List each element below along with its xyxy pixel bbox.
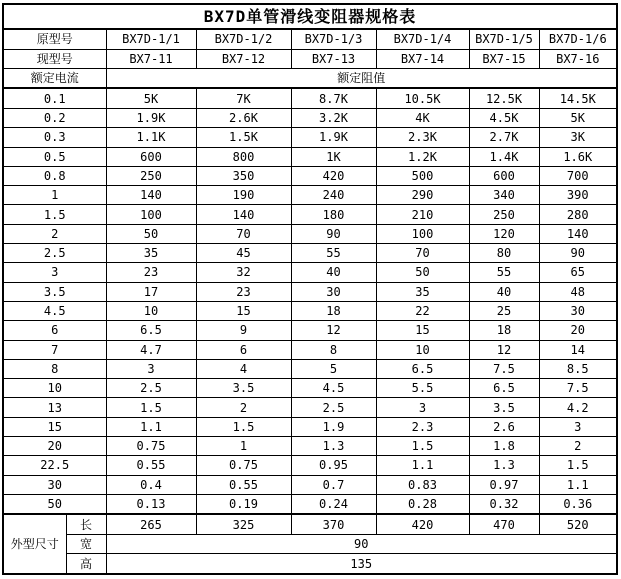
current-cell: 3.5: [3, 282, 106, 301]
resistance-cell: 25: [469, 301, 539, 320]
resistance-cell: 20: [539, 321, 617, 340]
resistance-cell: 120: [469, 224, 539, 243]
resistance-cell: 10.5K: [376, 88, 469, 108]
resistance-cell: 22: [376, 301, 469, 320]
resistance-cell: 10: [106, 301, 196, 320]
orig-model-cell: BX7D-1/1: [106, 29, 196, 49]
resistance-cell: 90: [291, 224, 376, 243]
new-model-row: [3, 49, 617, 68]
resistance-cell: 5.5: [376, 379, 469, 398]
data-row: [3, 456, 617, 475]
current-cell: 0.5: [3, 147, 106, 166]
resistance-cell: 7.5: [539, 379, 617, 398]
dimension-width-row: [3, 534, 617, 553]
height-label: 高: [66, 554, 106, 574]
current-cell: 2: [3, 224, 106, 243]
resistance-cell: 5: [291, 359, 376, 378]
length-value-cell: 470: [469, 514, 539, 534]
resistance-cell: 0.24: [291, 494, 376, 514]
resistance-cell: 3K: [539, 128, 617, 147]
data-row: [3, 340, 617, 359]
resistance-cell: 0.13: [106, 494, 196, 514]
resistance-cell: 600: [469, 166, 539, 185]
orig-model-label: 原型号: [3, 29, 106, 49]
resistance-cell: 1.9: [291, 417, 376, 436]
resistance-cell: 1.4K: [469, 147, 539, 166]
resistance-cell: 0.55: [106, 456, 196, 475]
resistance-cell: 4: [196, 359, 291, 378]
resistance-cell: 2: [196, 398, 291, 417]
resistance-cell: 1: [196, 436, 291, 455]
resistance-cell: 18: [469, 321, 539, 340]
resistance-cell: 8.7K: [291, 88, 376, 108]
current-cell: 10: [3, 379, 106, 398]
resistance-cell: 40: [291, 263, 376, 282]
resistance-cell: 390: [539, 186, 617, 205]
data-row: [3, 166, 617, 185]
new-model-label: 现型号: [3, 49, 106, 68]
resistance-cell: 290: [376, 186, 469, 205]
resistance-cell: 15: [196, 301, 291, 320]
data-row: [3, 417, 617, 436]
resistance-cell: 800: [196, 147, 291, 166]
resistance-cell: 2.6: [469, 417, 539, 436]
width-value-cell: 90: [106, 534, 617, 553]
resistance-cell: 12: [469, 340, 539, 359]
resistance-cell: 45: [196, 244, 291, 263]
resistance-cell: 5K: [106, 88, 196, 108]
new-model-cell: BX7-14: [376, 49, 469, 68]
orig-model-cell: BX7D-1/2: [196, 29, 291, 49]
resistance-cell: 3.5: [469, 398, 539, 417]
resistance-cell: 0.7: [291, 475, 376, 494]
resistance-cell: 3: [539, 417, 617, 436]
width-label: 宽: [66, 534, 106, 553]
new-model-cell: BX7-15: [469, 49, 539, 68]
resistance-cell: 6.5: [106, 321, 196, 340]
resistance-cell: 250: [106, 166, 196, 185]
resistance-cell: 2.5: [106, 379, 196, 398]
rated-resistance-label: 额定阻值: [106, 68, 617, 88]
resistance-cell: 420: [291, 166, 376, 185]
data-row: [3, 436, 617, 455]
resistance-cell: 40: [469, 282, 539, 301]
resistance-cell: 18: [291, 301, 376, 320]
orig-model-cell: BX7D-1/6: [539, 29, 617, 49]
current-cell: 30: [3, 475, 106, 494]
resistance-cell: 100: [106, 205, 196, 224]
resistance-cell: 0.75: [106, 436, 196, 455]
resistance-cell: 32: [196, 263, 291, 282]
new-model-cell: BX7-11: [106, 49, 196, 68]
resistance-cell: 1.5K: [196, 128, 291, 147]
resistance-cell: 1.5: [106, 398, 196, 417]
height-value-cell: 135: [106, 554, 617, 574]
resistance-cell: 1.6K: [539, 147, 617, 166]
resistance-cell: 8.5: [539, 359, 617, 378]
data-row: [3, 321, 617, 340]
resistance-cell: 1.5: [196, 417, 291, 436]
data-row: [3, 263, 617, 282]
resistance-cell: 0.55: [196, 475, 291, 494]
new-model-cell: BX7-12: [196, 49, 291, 68]
resistance-cell: 4K: [376, 108, 469, 127]
data-row: [3, 205, 617, 224]
current-cell: 3: [3, 263, 106, 282]
data-row: [3, 128, 617, 147]
resistance-cell: 6.5: [376, 359, 469, 378]
orig-model-cell: BX7D-1/5: [469, 29, 539, 49]
current-resistance-header-row: [3, 68, 617, 88]
data-row: [3, 475, 617, 494]
resistance-cell: 3.5: [196, 379, 291, 398]
resistance-cell: 2: [539, 436, 617, 455]
resistance-cell: 2.3: [376, 417, 469, 436]
current-cell: 2.5: [3, 244, 106, 263]
current-cell: 1.5: [3, 205, 106, 224]
data-row: [3, 186, 617, 205]
resistance-cell: 7K: [196, 88, 291, 108]
resistance-cell: 12.5K: [469, 88, 539, 108]
resistance-cell: 17: [106, 282, 196, 301]
resistance-cell: 340: [469, 186, 539, 205]
resistance-cell: 35: [106, 244, 196, 263]
data-row: [3, 494, 617, 514]
resistance-cell: 1.9K: [291, 128, 376, 147]
resistance-cell: 2.6K: [196, 108, 291, 127]
resistance-cell: 1.5: [376, 436, 469, 455]
resistance-cell: 9: [196, 321, 291, 340]
resistance-cell: 65: [539, 263, 617, 282]
resistance-cell: 350: [196, 166, 291, 185]
data-row: [3, 301, 617, 320]
resistance-cell: 2.7K: [469, 128, 539, 147]
resistance-cell: 3: [106, 359, 196, 378]
resistance-cell: 600: [106, 147, 196, 166]
resistance-cell: 1.8: [469, 436, 539, 455]
dimensions-label: 外型尺寸: [3, 514, 66, 574]
orig-model-row: [3, 29, 617, 49]
resistance-cell: 70: [376, 244, 469, 263]
resistance-cell: 1.9K: [106, 108, 196, 127]
current-cell: 13: [3, 398, 106, 417]
length-value-cell: 265: [106, 514, 196, 534]
resistance-cell: 55: [291, 244, 376, 263]
data-row: [3, 282, 617, 301]
resistance-cell: 1K: [291, 147, 376, 166]
resistance-cell: 2.3K: [376, 128, 469, 147]
current-cell: 0.2: [3, 108, 106, 127]
resistance-cell: 6.5: [469, 379, 539, 398]
resistance-cell: 50: [376, 263, 469, 282]
resistance-cell: 210: [376, 205, 469, 224]
resistance-cell: 140: [196, 205, 291, 224]
data-row: [3, 224, 617, 243]
resistance-cell: 0.28: [376, 494, 469, 514]
length-value-cell: 520: [539, 514, 617, 534]
title-row: [3, 4, 617, 29]
resistance-cell: 1.3: [469, 456, 539, 475]
resistance-cell: 100: [376, 224, 469, 243]
resistance-cell: 15: [376, 321, 469, 340]
resistance-cell: 3.2K: [291, 108, 376, 127]
resistance-cell: 280: [539, 205, 617, 224]
current-cell: 0.3: [3, 128, 106, 147]
resistance-cell: 0.4: [106, 475, 196, 494]
data-row: [3, 147, 617, 166]
resistance-cell: 8: [291, 340, 376, 359]
resistance-cell: 140: [106, 186, 196, 205]
data-row: [3, 379, 617, 398]
resistance-cell: 10: [376, 340, 469, 359]
resistance-cell: 90: [539, 244, 617, 263]
resistance-cell: 23: [196, 282, 291, 301]
current-cell: 50: [3, 494, 106, 514]
resistance-cell: 1.1: [376, 456, 469, 475]
new-model-cell: BX7-16: [539, 49, 617, 68]
resistance-cell: 2.5: [291, 398, 376, 417]
resistance-cell: 35: [376, 282, 469, 301]
resistance-cell: 4.7: [106, 340, 196, 359]
resistance-cell: 30: [539, 301, 617, 320]
new-model-cell: BX7-13: [291, 49, 376, 68]
page-title: BX7D单管滑线变阻器规格表: [3, 4, 617, 29]
length-label: 长: [66, 514, 106, 534]
spec-table-body: [3, 4, 617, 574]
resistance-cell: 1.1K: [106, 128, 196, 147]
current-cell: 15: [3, 417, 106, 436]
resistance-cell: 55: [469, 263, 539, 282]
resistance-cell: 140: [539, 224, 617, 243]
resistance-cell: 0.83: [376, 475, 469, 494]
resistance-cell: 190: [196, 186, 291, 205]
resistance-cell: 4.2: [539, 398, 617, 417]
resistance-cell: 700: [539, 166, 617, 185]
data-row: [3, 88, 617, 108]
data-row: [3, 108, 617, 127]
orig-model-cell: BX7D-1/4: [376, 29, 469, 49]
resistance-cell: 7.5: [469, 359, 539, 378]
current-cell: 6: [3, 321, 106, 340]
current-cell: 4.5: [3, 301, 106, 320]
resistance-cell: 500: [376, 166, 469, 185]
current-cell: 0.1: [3, 88, 106, 108]
resistance-cell: 240: [291, 186, 376, 205]
resistance-cell: 4.5K: [469, 108, 539, 127]
length-value-cell: 325: [196, 514, 291, 534]
resistance-cell: 48: [539, 282, 617, 301]
data-row: [3, 244, 617, 263]
resistance-cell: 50: [106, 224, 196, 243]
rated-current-label: 额定电流: [3, 68, 106, 88]
resistance-cell: 1.1: [539, 475, 617, 494]
resistance-cell: 0.19: [196, 494, 291, 514]
length-value-cell: 370: [291, 514, 376, 534]
resistance-cell: 0.36: [539, 494, 617, 514]
dimension-length-row: [3, 514, 617, 534]
orig-model-cell: BX7D-1/3: [291, 29, 376, 49]
resistance-cell: 12: [291, 321, 376, 340]
data-row: [3, 398, 617, 417]
resistance-cell: 1.1: [106, 417, 196, 436]
resistance-cell: 180: [291, 205, 376, 224]
current-cell: 1: [3, 186, 106, 205]
resistance-cell: 23: [106, 263, 196, 282]
resistance-cell: 0.97: [469, 475, 539, 494]
resistance-cell: 80: [469, 244, 539, 263]
spec-table: [2, 3, 618, 575]
resistance-cell: 30: [291, 282, 376, 301]
resistance-cell: 5K: [539, 108, 617, 127]
resistance-cell: 3: [376, 398, 469, 417]
resistance-cell: 70: [196, 224, 291, 243]
dimension-height-row: [3, 554, 617, 574]
resistance-cell: 250: [469, 205, 539, 224]
resistance-cell: 14.5K: [539, 88, 617, 108]
resistance-cell: 1.5: [539, 456, 617, 475]
resistance-cell: 6: [196, 340, 291, 359]
data-row: [3, 359, 617, 378]
resistance-cell: 0.95: [291, 456, 376, 475]
resistance-cell: 4.5: [291, 379, 376, 398]
resistance-cell: 1.3: [291, 436, 376, 455]
current-cell: 8: [3, 359, 106, 378]
current-cell: 7: [3, 340, 106, 359]
current-cell: 0.8: [3, 166, 106, 185]
current-cell: 20: [3, 436, 106, 455]
resistance-cell: 0.75: [196, 456, 291, 475]
resistance-cell: 14: [539, 340, 617, 359]
length-value-cell: 420: [376, 514, 469, 534]
current-cell: 22.5: [3, 456, 106, 475]
resistance-cell: 1.2K: [376, 147, 469, 166]
resistance-cell: 0.32: [469, 494, 539, 514]
